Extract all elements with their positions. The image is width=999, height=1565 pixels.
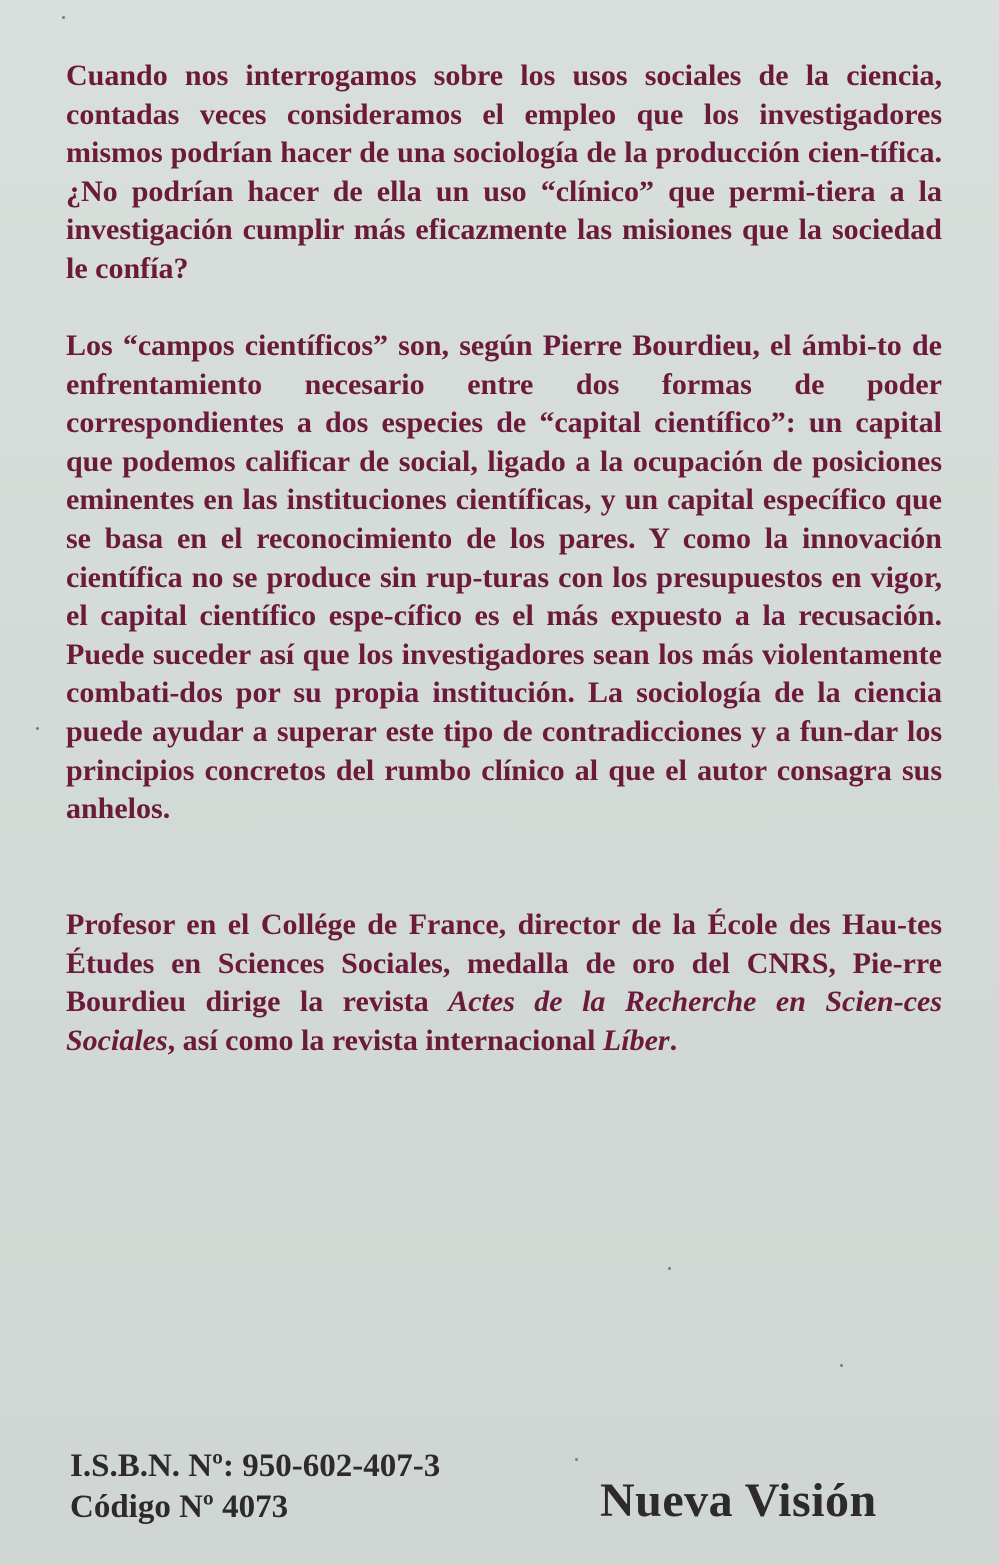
paper-speck: [62, 16, 65, 19]
journal-title-liber: Líber: [602, 1023, 670, 1057]
author-bio-text-3: .: [669, 1023, 678, 1057]
paper-speck: [668, 1267, 671, 1270]
paper-speck: [840, 1364, 843, 1367]
journal-title-actes: Actes de la Recherche en Scien-ces Sociales: [66, 985, 942, 1057]
codigo-number: Código Nº 4073: [70, 1489, 289, 1525]
author-bio-text-1: Profesor en el Collége de France, director de la École des Hau-tes Études en Sciences Sociales, medalla de oro del CNRS, Pie-rre Bourdieu dirige la revista: [66, 908, 942, 1019]
publisher-name: Nueva Visión: [600, 1474, 877, 1527]
campos-cientificos-paragraph: Los “campos científicos” son, según Pierre Bourdieu, el ámbi-to de enfrentamiento necesario entre dos formas de poder correspondientes a dos especies de “capital científico”: un capital que podemos calificar de social, ligado a la ocupación de posiciones eminentes en las instituciones científicas, y un capital específico que se basa en el reconocimiento de los pares. Y como la innovación científica no se produce sin rup-turas con los presupuestos en vigor, el capital científico espe-cífico es el más expuesto a la recusación. Puede suceder así que los investigadores sean los más violentamente combati-dos por su propia institución. La sociología de la ciencia puede ayudar a superar este tipo de contradicciones y a fun-dar los principios concretos del rumbo clínico al que el autor consagra sus anhelos.: [66, 329, 942, 826]
author-bio-paragraph: [66, 906, 942, 1060]
intro-paragraph: Cuando nos interrogamos sobre los usos sociales de la ciencia, contadas veces consideramos el empleo que los investigadores mismos podrían hacer de una sociología de la producción cien-tífica. ¿No podrían hacer de ella un uso “clínico” que permi-tiera a la investigación cumplir más eficazmente las misiones que la sociedad le confía?: [66, 59, 942, 285]
paper-speck: [36, 727, 39, 730]
author-bio-text-2: , así como la revista internacional: [167, 1023, 603, 1057]
isbn-number: I.S.B.N. Nº: 950-602-407-3: [70, 1448, 441, 1484]
paper-speck: [575, 1458, 578, 1461]
